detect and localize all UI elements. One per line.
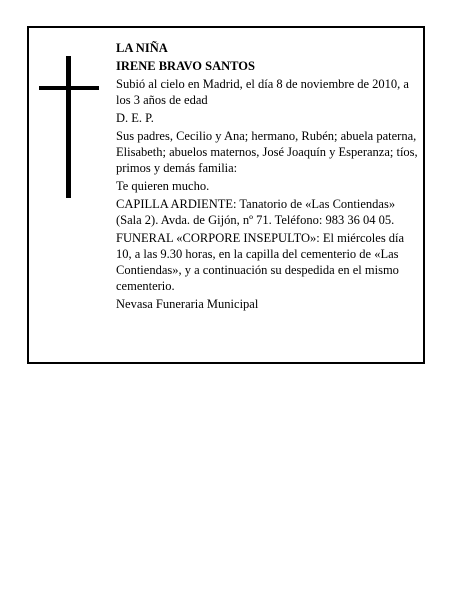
capilla-line-2: (Sala 2). Avda. de Gijón, nº 71. Teléfono: 983 36 04 05. bbox=[116, 213, 395, 227]
funeral-details: FUNERAL «CORPORE INSEPULTO»: El miércoles día 10, a las 9.30 horas, en la capilla del cementerio de «Las Contiendas», y a continuación su despedida en el mismo cementerio. bbox=[116, 231, 405, 293]
cross-horizontal-bar bbox=[39, 86, 99, 90]
love-line: Te quieren mucho. bbox=[116, 179, 210, 193]
death-details: Subió al cielo en Madrid, el día 8 de noviembre de 2010, a los 3 años de edad bbox=[116, 77, 409, 107]
cross-vertical-bar bbox=[66, 56, 71, 198]
dep-line: D. E. P. bbox=[116, 111, 154, 125]
funeral-home: Nevasa Funeraria Municipal bbox=[116, 297, 259, 311]
deceased-name: IRENE BRAVO SANTOS bbox=[116, 59, 255, 73]
capilla-line-1: CAPILLA ARDIENTE: Tanatorio de «Las Contiendas» bbox=[116, 197, 396, 211]
obituary-notice bbox=[27, 26, 425, 364]
capilla-ardiente bbox=[116, 196, 421, 228]
cross-icon bbox=[39, 56, 99, 198]
notice-title: LA NIÑA bbox=[116, 41, 168, 55]
family-list: Sus padres, Cecilio y Ana; hermano, Rubén; abuela paterna, Elisabeth; abuelos maternos, José Joaquín y Esperanza; tíos, primos y demás familia: bbox=[116, 129, 418, 175]
notice-text bbox=[116, 40, 421, 314]
